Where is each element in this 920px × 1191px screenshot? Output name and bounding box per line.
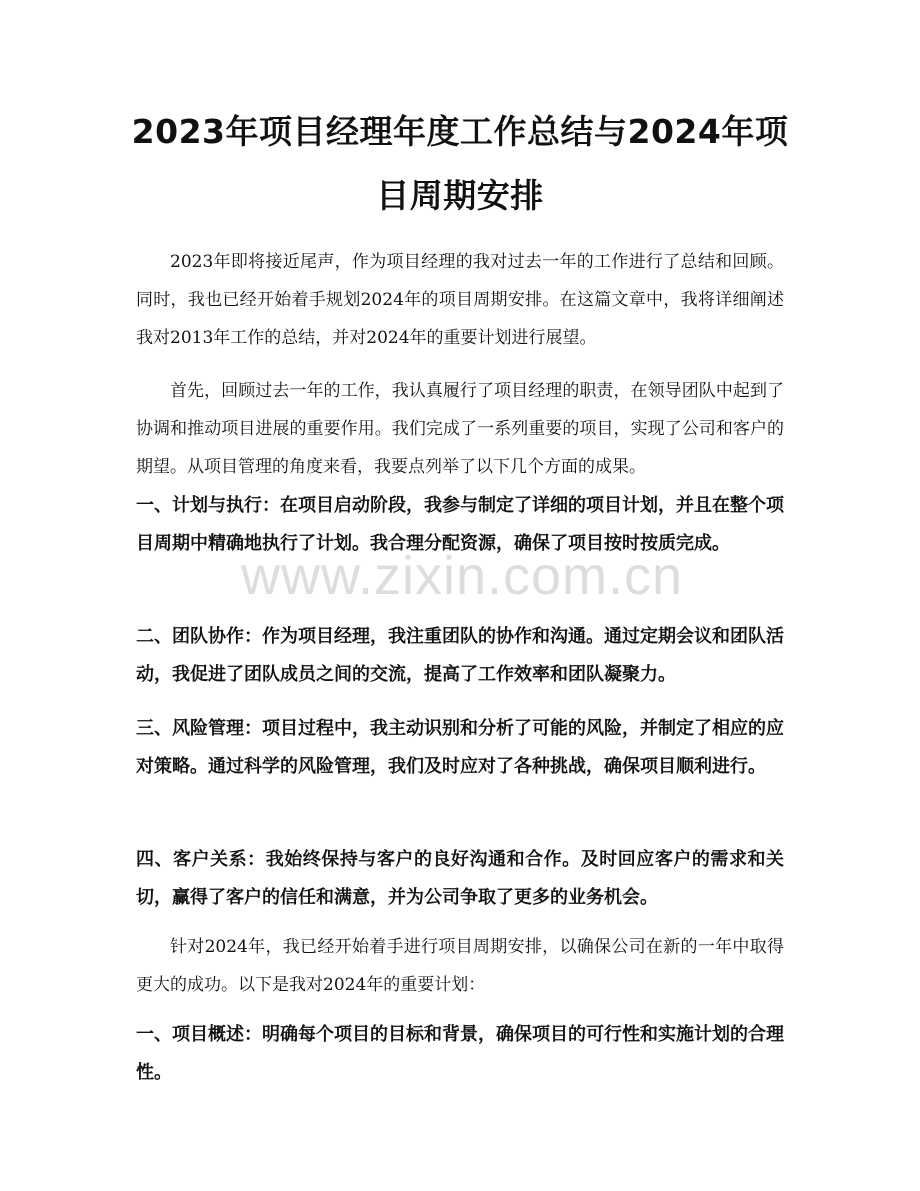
achievement-risk-paragraph: 三、风险管理：项目过程中，我主动识别和分析了可能的风险，并制定了相应的应对策略。通过科学的风险管理，我们及时应对了各种挑战，确保项目顺利进行。 <box>136 718 784 777</box>
plan-intro-paragraph: 针对2024年，我已经开始着手进行项目周期安排，以确保公司在新的一年中取得更大的成功。以下是我对2024年的重要计划： <box>136 937 784 995</box>
review-paragraph: 首先，回顾过去一年的工作，我认真履行了项目经理的职责，在领导团队中起到了协调和推动项目进展的重要作用。我们完成了一系列重要的项目，实现了公司和客户的期望。从项目管理的角度来看，我要点列举了以下几个方面的成果。 <box>136 381 784 477</box>
achievement-planning-paragraph: 一、计划与执行：在项目启动阶段，我参与制定了详细的项目计划，并且在整个项目周期中精确地执行了计划。我合理分配资源，确保了项目按时按质完成。 <box>136 495 784 554</box>
plan-overview-paragraph: 一、项目概述：明确每个项目的目标和背景，确保项目的可行性和实施计划的合理性。 <box>136 1024 784 1083</box>
watermark-text: www.zixin.com.cn <box>240 546 684 606</box>
intro-paragraph: 2023年即将接近尾声，作为项目经理的我对过去一年的工作进行了总结和回顾。同时，我也已经开始着手规划2024年的项目周期安排。在这篇文章中，我将详细阐述我对2013年工作的总结，并对2024年的重要计划进行展望。 <box>136 252 784 348</box>
achievement-teamwork-paragraph: 二、团队协作：作为项目经理，我注重团队的协作和沟通。通过定期会议和团队活动，我促进了团队成员之间的交流，提高了工作效率和团队凝聚力。 <box>136 626 784 685</box>
achievement-client-paragraph: 四、客户关系：我始终保持与客户的良好沟通和合作。及时回应客户的需求和关切，赢得了客户的信任和满意，并为公司争取了更多的业务机会。 <box>136 849 784 908</box>
document-title: 2023年项目经理年度工作总结与2024年项目周期安排 <box>131 112 789 215</box>
